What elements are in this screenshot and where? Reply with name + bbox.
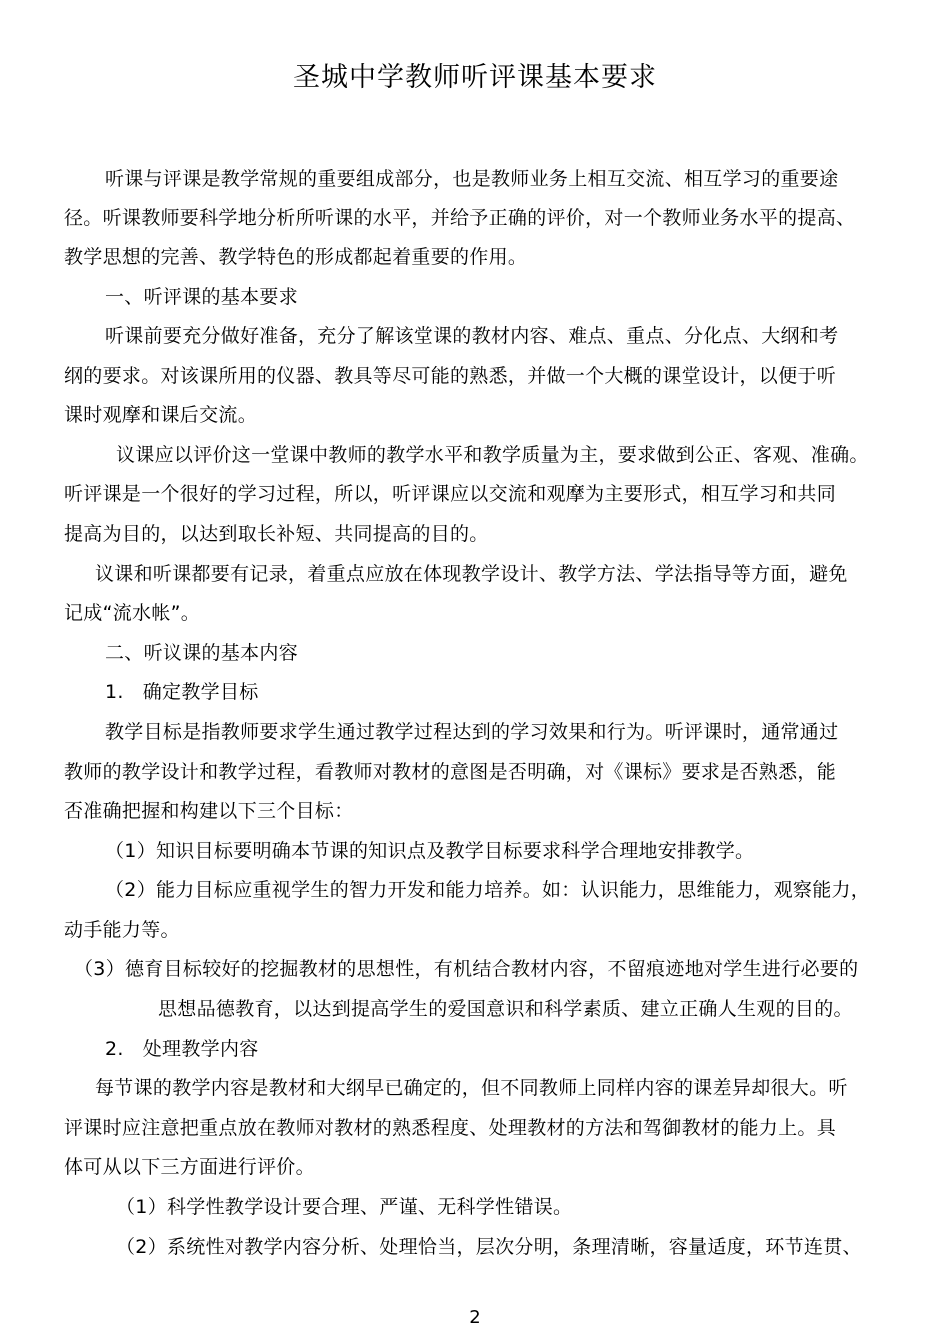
body-line: 动手能力等。 bbox=[64, 919, 180, 941]
section-heading: 一、听评课的基本要求 bbox=[105, 286, 299, 308]
body-line: 听课前要充分做好准备，充分了解该堂课的教材内容、难点、重点、分化点、大纲和考 bbox=[105, 325, 839, 347]
body-line: 径。听课教师要科学地分析所听课的水平，并给予正确的评价，对一个教师业务水平的提高、 bbox=[64, 207, 856, 229]
body-line: 课时观摩和课后交流。 bbox=[64, 404, 258, 426]
body-line: 否准确把握和构建以下三个目标： bbox=[64, 800, 354, 822]
body-line: 听评课是一个很好的学习过程，所以，听评课应以交流和观摩为主要形式，相互学习和共同 bbox=[64, 483, 837, 505]
body-line: 教学目标是指教师要求学生通过教学过程达到的学习效果和行为。听评课时，通常通过 bbox=[105, 721, 839, 743]
body-line: 议课和听课都要有记录，着重点应放在体现教学设计、教学方法、学法指导等方面，避免 bbox=[95, 563, 848, 585]
list-item: （1）知识目标要明确本节课的知识点及教学目标要求科学合理地安排教学。 bbox=[105, 840, 755, 862]
list-item: （2）能力目标应重视学生的智力开发和能力培养。如：认识能力，思维能力，观察能力， bbox=[105, 879, 871, 901]
body-line: 纲的要求。对该课所用的仪器、教具等尽可能的熟悉，并做一个大概的课堂设计，以便于听 bbox=[64, 365, 837, 387]
page-number: 2 bbox=[469, 1307, 481, 1328]
body-line: 教学思想的完善、教学特色的形成都起着重要的作用。 bbox=[64, 246, 528, 268]
body-line: 听课与评课是教学常规的重要组成部分，也是教师业务上相互交流、相互学习的重要途 bbox=[105, 168, 839, 190]
list-item: （2）系统性对教学内容分析、处理恰当，层次分明，条理清晰，容量适度，环节连贯、 bbox=[116, 1236, 862, 1258]
body-line: 每节课的教学内容是教材和大纲早已确定的，但不同教师上同样内容的课差异却很大。听 bbox=[95, 1077, 848, 1099]
body-line: 议课应以评价这一堂课中教师的教学水平和教学质量为主，要求做到公正、客观、准确。 bbox=[116, 444, 869, 466]
body-line: 体可从以下三方面进行评价。 bbox=[64, 1156, 315, 1178]
body-line: 提高为目的，以达到取长补短、共同提高的目的。 bbox=[64, 523, 489, 545]
body-line: 评课时应注意把重点放在教师对教材的熟悉程度、处理教材的方法和驾御教材的能力上。具 bbox=[64, 1117, 837, 1139]
list-item: （3）德育目标较好的挖掘教材的思想性，有机结合教材内容，不留痕迹地对学生进行必要的 bbox=[74, 958, 859, 980]
section-heading: 二、听议课的基本内容 bbox=[105, 642, 299, 664]
subsection-heading: 2. 处理教学内容 bbox=[105, 1038, 259, 1060]
list-item: （1）科学性教学设计要合理、严谨、无科学性错误。 bbox=[116, 1196, 573, 1218]
body-line: 记成“流水帐”。 bbox=[64, 602, 201, 624]
subsection-heading: 1. 确定教学目标 bbox=[105, 681, 259, 703]
body-line: 思想品德教育，以达到提高学生的爱国意识和科学素质、建立正确人生观的目的。 bbox=[158, 998, 853, 1020]
document-title: 圣城中学教师听评课基本要求 bbox=[293, 62, 657, 93]
body-line: 教师的教学设计和教学过程，看教师对教材的意图是否明确，对《课标》要求是否熟悉，能 bbox=[64, 761, 837, 783]
